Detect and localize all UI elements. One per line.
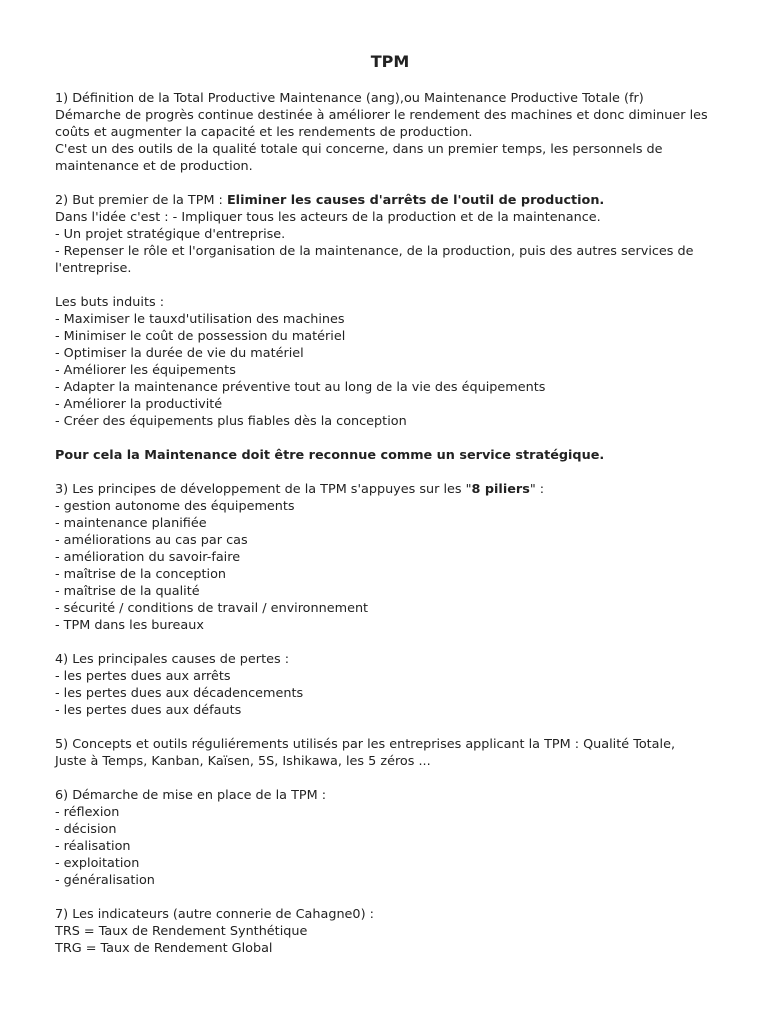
list-item: - les pertes dues aux défauts [55, 703, 242, 718]
list-item: - Adapter la maintenance préventive tout au long de la vie des équipements [55, 380, 546, 395]
list-item: - Optimiser la durée de vie du matériel [55, 346, 304, 361]
section-implementation [55, 787, 725, 889]
list-item: - sécurité / conditions de travail / environnement [55, 601, 369, 616]
paragraph-line: - Un projet stratégique d'entreprise. [55, 227, 286, 242]
section-definition [55, 90, 725, 175]
paragraph-line: 5) Concepts et outils réguliérements utilisés par les entreprises applicant la TPM : Qualité Totale, [55, 737, 676, 752]
paragraph-line: C'est un des outils de la qualité totale qui concerne, dans un premier temps, les personnels de [55, 142, 663, 157]
list-item: - maîtrise de la qualité [55, 584, 200, 599]
list-item: - Améliorer la productivité [55, 397, 223, 412]
list-heading: 4) Les principales causes de pertes : [55, 652, 290, 667]
list-item: TRS = Taux de Rendement Synthétique [55, 924, 308, 939]
document-page [55, 52, 725, 957]
goal-line [55, 192, 725, 209]
pillars-heading [55, 481, 725, 498]
pillars-suffix: " : [529, 482, 545, 497]
list-item: - généralisation [55, 873, 155, 888]
list-item: - Minimiser le coût de possession du matériel [55, 329, 346, 344]
list-item: - les pertes dues aux décadencements [55, 686, 304, 701]
list-item: - maintenance planifiée [55, 516, 207, 531]
goal-prefix: 2) But premier de la TPM : [55, 193, 227, 208]
list-item: - réflexion [55, 805, 120, 820]
list-item: - exploitation [55, 856, 140, 871]
list-item: - améliorations au cas par cas [55, 533, 248, 548]
section-goal [55, 192, 725, 277]
section-pillars [55, 481, 725, 634]
list-item: - gestion autonome des équipements [55, 499, 295, 514]
goal-emphasis: Eliminer les causes d'arrêts de l'outil de production. [226, 193, 605, 208]
list-item: - Maximiser le tauxd'utilisation des machines [55, 312, 345, 327]
paragraph-line: - Repenser le rôle et l'organisation de la maintenance, de la production, puis des autres services de [55, 244, 694, 259]
paragraph-line: Juste à Temps, Kanban, Kaïsen, 5S, Ishikawa, les 5 zéros ... [55, 754, 431, 769]
paragraph-line: Démarche de progrès continue destinée à améliorer le rendement des machines et donc diminuer les [55, 108, 708, 123]
list-item: - TPM dans les bureaux [55, 618, 204, 633]
list-item: - décision [55, 822, 117, 837]
list-heading: Les buts induits : [55, 295, 165, 310]
paragraph-line: Dans l'idée c'est : - Impliquer tous les acteurs de la production et de la maintenance. [55, 210, 601, 225]
list-item: - réalisation [55, 839, 131, 854]
list-item: - Créer des équipements plus fiables dès la conception [55, 414, 407, 429]
section-indicators [55, 906, 725, 957]
paragraph-line: 1) Définition de la Total Productive Maintenance (ang),ou Maintenance Productive Totale (fr) [55, 91, 644, 106]
section-induced-goals [55, 294, 725, 430]
list-item: TRG = Taux de Rendement Global [55, 941, 273, 956]
paragraph-line: l'entreprise. [55, 261, 132, 276]
list-item: - amélioration du savoir-faire [55, 550, 241, 565]
strategic-statement [55, 447, 725, 464]
section-concepts [55, 736, 725, 770]
list-item: - maîtrise de la conception [55, 567, 227, 582]
list-heading: 7) Les indicateurs (autre connerie de Cahagne0) : [55, 907, 374, 922]
pillars-emphasis: 8 piliers [471, 482, 530, 497]
paragraph-line: maintenance et de production. [55, 159, 253, 174]
pillars-prefix: 3) Les principes de développement de la TPM s'appuyes sur les " [55, 482, 472, 497]
paragraph-line: coûts et augmenter la capacité et les rendements de production. [55, 125, 473, 140]
list-item: - les pertes dues aux arrêts [55, 669, 231, 684]
list-heading: 6) Démarche de mise en place de la TPM : [55, 788, 327, 803]
section-losses [55, 651, 725, 719]
list-item: - Améliorer les équipements [55, 363, 236, 378]
page-title: TPM [370, 52, 410, 71]
strategic-statement-text: Pour cela la Maintenance doit être reconnue comme un service stratégique. [55, 448, 605, 463]
